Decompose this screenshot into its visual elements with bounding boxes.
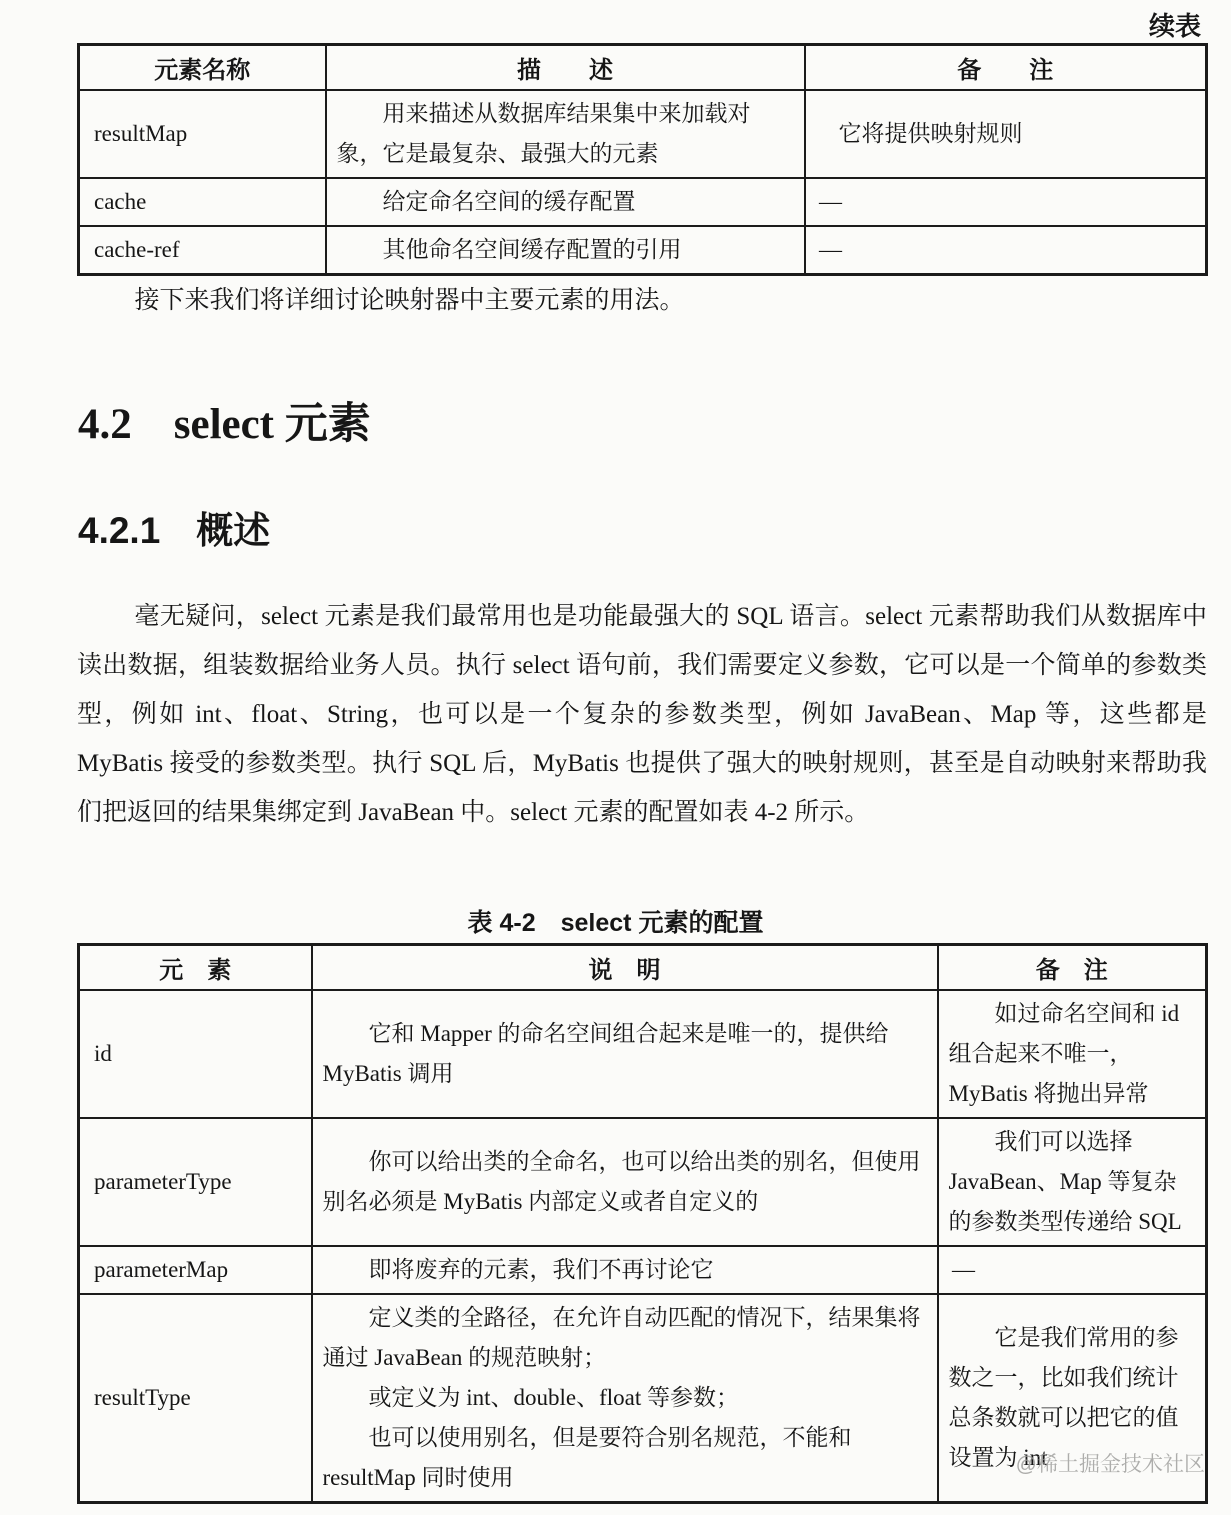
overview-paragraph: 毫无疑问，select 元素是我们最常用也是功能最强大的 SQL 语言。select 元素帮助我们从数据库中读出数据，组装数据给业务人员。执行 select 语句前，我们需要定义参数，它可以是一个简单的参数类型，例如 int、float、String，也可以是一个复杂的参数类型，例如 JavaBean、Map 等，这些都是 MyBatis 接受的参数类型。执行 SQL 后，MyBatis 也提供了强大的映射规则，甚至是自动映射来帮助我们把返回的结果集绑定到 JavaBean 中。select 元素的配置如表 4-2 所示。 (77, 603, 1207, 826)
element-name-cell: resultType (79, 1294, 312, 1503)
remark-cell: — (805, 226, 1207, 275)
table-header-row (79, 45, 1207, 91)
mapper-elements-table (77, 43, 1208, 276)
element-name-cell: parameterType (79, 1118, 312, 1246)
intro-paragraph: 接下来我们将详细讨论映射器中主要元素的用法。 (134, 287, 685, 314)
header-element-name: 元素名称 (79, 45, 326, 91)
table-row (79, 226, 1207, 275)
description-cell: 你可以给出类的全命名，也可以给出类的别名，但使用别名必须是 MyBatis 内部定义或者自定义的 (312, 1118, 938, 1246)
description-cell: 用来描述从数据库结果集中来加载对象，它是最复杂、最强大的元素 (326, 90, 805, 178)
element-name-cell: cache-ref (79, 226, 326, 275)
table-row (79, 990, 1207, 1118)
header-element: 元 素 (79, 945, 312, 991)
table-4-2-caption: 表 4-2 select 元素的配置 (467, 909, 764, 937)
remark-cell: 它将提供映射规则 (805, 90, 1207, 178)
section-4-2-1-heading (78, 500, 270, 554)
description-cell: 给定命名空间的缓存配置 (326, 178, 805, 226)
table-row (79, 90, 1207, 178)
subsection-title: 概述 (196, 510, 271, 551)
section-4-2-heading (78, 390, 371, 451)
remark-cell: 如过命名空间和 id 组合起来不唯一，MyBatis 将抛出异常 (938, 990, 1207, 1118)
header-remark: 备 注 (938, 945, 1207, 991)
watermark: @稀土掘金技术社区 (1015, 1453, 1205, 1476)
description-cell: 定义类的全路径，在允许自动匹配的情况下，结果集将通过 JavaBean 的规范映射； 或定义为 int、double、float 等参数； 也可以使用别名，但是要符合别名规范，不能和 resultMap 同时使用 (312, 1294, 938, 1503)
element-name-cell: cache (79, 178, 326, 226)
table-row (79, 1118, 1207, 1246)
remark-cell: — (805, 178, 1207, 226)
table-row (79, 178, 1207, 226)
section-number: 4.2 (78, 401, 132, 448)
description-cell: 即将废弃的元素，我们不再讨论它 (312, 1246, 938, 1294)
continued-table-label: 续表 (1148, 11, 1201, 41)
table-header-row (79, 945, 1207, 991)
header-explanation: 说 明 (312, 945, 938, 991)
element-name-cell: parameterMap (79, 1246, 312, 1294)
description-cell: 其他命名空间缓存配置的引用 (326, 226, 805, 275)
header-description: 描 述 (326, 45, 805, 91)
subsection-number: 4.2.1 (78, 510, 161, 551)
element-name-cell: resultMap (79, 90, 326, 178)
description-cell: 它和 Mapper 的命名空间组合起来是唯一的，提供给 MyBatis 调用 (312, 990, 938, 1118)
table-row (79, 1246, 1207, 1294)
section-title: select 元素 (173, 401, 371, 448)
remark-cell: 它是我们常用的参数之一，比如我们统计总条数就可以把它的值设置为 int (938, 1294, 1207, 1503)
remark-cell: 我们可以选择 JavaBean、Map 等复杂的参数类型传递给 SQL (938, 1118, 1207, 1246)
element-name-cell: id (79, 990, 312, 1118)
remark-cell: — (938, 1246, 1207, 1294)
header-remark: 备 注 (805, 45, 1207, 91)
select-config-table (77, 943, 1208, 1504)
